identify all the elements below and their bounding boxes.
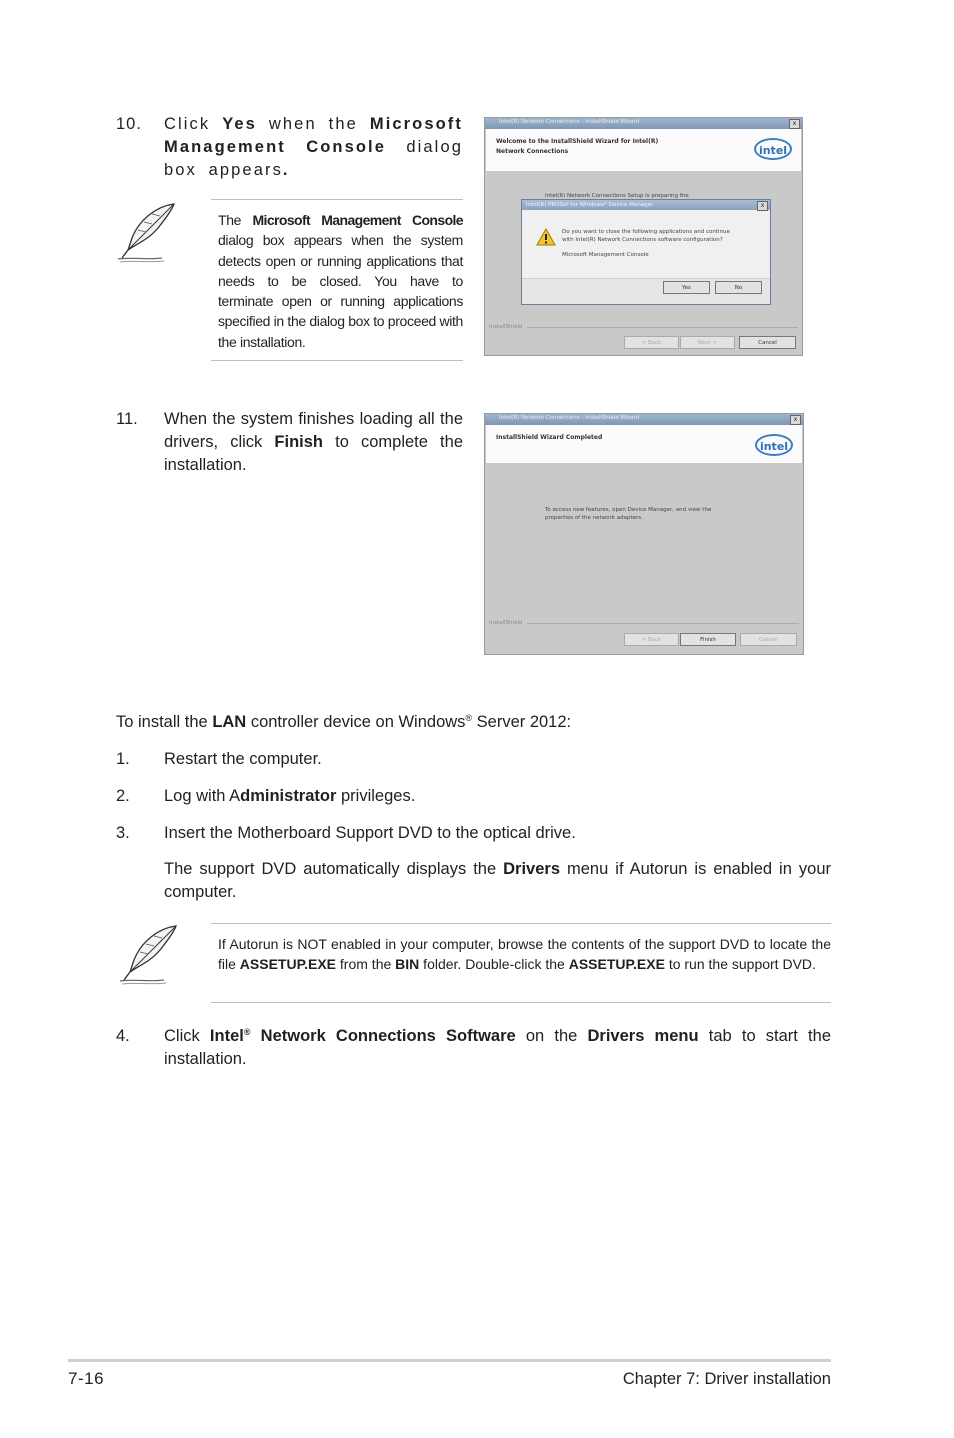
close-icon[interactable]: x [789, 119, 800, 129]
footer-separator [527, 327, 798, 328]
installshield-brand: InstallShield [489, 620, 523, 626]
mmc-confirm-dialog [521, 199, 771, 305]
note-2-text: If Autorun is NOT enabled in your computer, browse the contents of the support DVD to locate the file ASSETUP.EXE from the BIN folder. Double-click the ASSETUP.EXE to run the support DVD. [218, 936, 831, 973]
intel-logo: intel [754, 138, 792, 160]
close-icon[interactable]: x [790, 415, 801, 425]
lan-intro: To install the LAN controller device on Windows® Server 2012: [116, 713, 572, 731]
yes-button[interactable]: Yes [663, 281, 710, 294]
step-2-number: 2. [116, 787, 130, 805]
back-button[interactable]: < Back [624, 336, 679, 349]
step-4-text: Click Intel® Network Connections Software on the Drivers menu tab to start the installation. [164, 1027, 831, 1068]
finish-button[interactable]: Finish [680, 633, 736, 646]
step-1-number: 1. [116, 750, 130, 768]
step-10-text: Click Yes when the Microsoft Management Console dialog box appears. [164, 115, 463, 179]
completed-message-line-1: To access new features, open Device Manager, and view the [545, 507, 712, 513]
installshield-brand: InstallShield [489, 324, 523, 330]
window-title-bar: Intel(R) Network Connections - InstallShield Wizard x [485, 118, 802, 129]
feather-pen-icon [116, 922, 182, 986]
page-number: 7-16 [68, 1369, 105, 1388]
note-1-bottom-rule [211, 360, 463, 361]
footer-rule [68, 1359, 831, 1362]
back-button[interactable]: < Back [624, 633, 679, 646]
next-button[interactable]: Next > [680, 336, 735, 349]
note-1-top-rule [211, 199, 463, 200]
window-title-bar: Intel(R) Network Connections - InstallShield Wizard x [485, 414, 803, 425]
note-1-text: The Microsoft Management Console dialog box appears when the system detects open or running applications that needs to be closed. You have to terminate open or running applications specified in the dialog box to proceed with the installation. [218, 212, 463, 350]
intel-logo: intel [755, 434, 793, 456]
wizard-header [486, 129, 801, 171]
step-3-number: 3. [116, 824, 130, 842]
no-button[interactable]: No [715, 281, 762, 294]
feather-pen-icon [114, 200, 180, 264]
dialog-message-line-2: with Intel(R) Network Connections software configuration? [562, 237, 723, 243]
chapter-title: Chapter 7: Driver installation [622, 1370, 831, 1388]
note-2-bottom-rule [211, 1002, 831, 1003]
note-2-top-rule [211, 923, 831, 924]
wizard-completed-screenshot [484, 413, 804, 655]
dialog-close-icon[interactable]: x [757, 201, 768, 211]
preparing-text: Intel(R) Network Connections Setup is preparing the [545, 193, 689, 199]
step-4-number: 4. [116, 1027, 130, 1045]
step-11-number: 11. [116, 410, 138, 428]
wizard-heading: InstallShield Wizard Completed [496, 434, 603, 441]
warning-icon [536, 228, 556, 246]
step-11-text: When the system finishes loading all the drivers, click Finish to complete the installation. [164, 410, 463, 474]
cancel-button[interactable]: Cancel [740, 633, 797, 646]
footer-separator [527, 623, 799, 624]
step-1-text: Restart the computer. [164, 750, 322, 768]
step-2-text: Log with Administrator privileges. [164, 787, 416, 805]
cancel-button[interactable]: Cancel [739, 336, 796, 349]
completed-message-line-2: properties of the network adapters. [545, 515, 643, 521]
wizard-header [486, 425, 802, 463]
dialog-message-line-1: Do you want to close the following applications and continue [562, 229, 730, 235]
mmc-dialog-screenshot [484, 117, 803, 356]
dialog-app-name: Microsoft Management Console [562, 252, 649, 258]
step-10-number: 10. [116, 115, 142, 133]
step-3-autorun-paragraph: The support DVD automatically displays the Drivers menu if Autorun is enabled in your computer. [164, 860, 831, 901]
step-3-text: Insert the Motherboard Support DVD to the optical drive. [164, 824, 576, 842]
dialog-title-bar: Intel(R) PROSet for Windows* Device Manager x [522, 200, 770, 210]
wizard-heading: Welcome to the InstallShield Wizard for Intel(R) Network Connections [496, 138, 659, 155]
